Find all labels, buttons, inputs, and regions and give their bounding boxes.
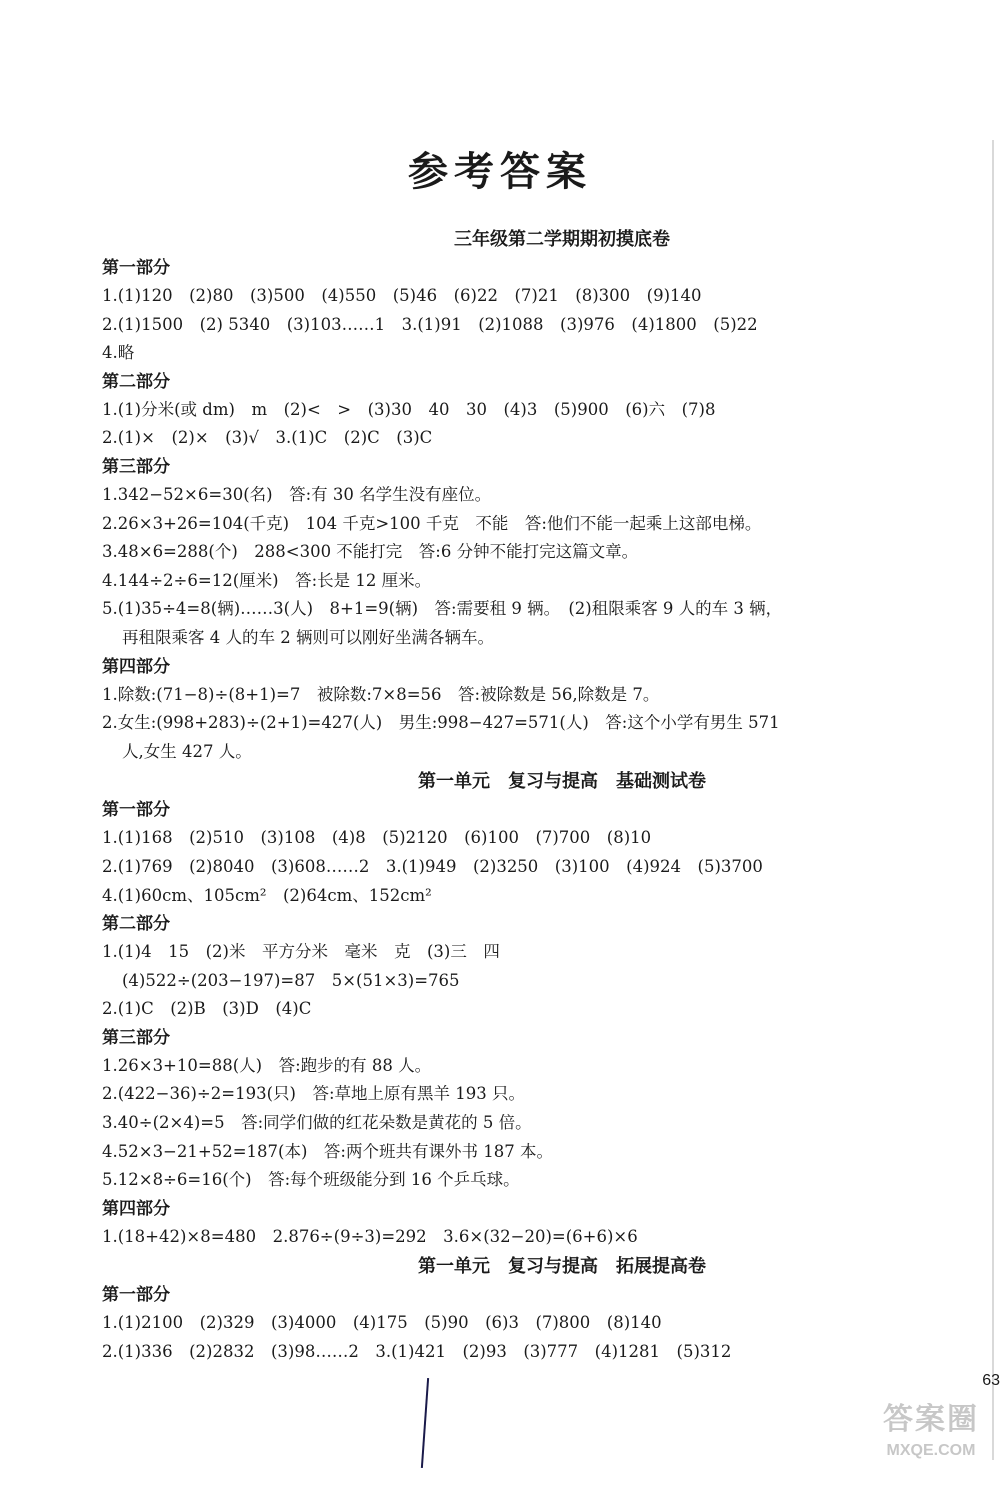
answer-line-continued: 再租限乘客 4 人的车 2 辆则可以刚好坐满各辆车。 [122, 627, 494, 647]
answer-content [102, 226, 982, 1367]
part-heading: 第四部分 [102, 1198, 170, 1219]
section-heading: 第一单元 复习与提高 拓展提高卷 [418, 1256, 706, 1278]
answer-line: 1.(1)168 (2)510 (3)108 (4)8 (5)2120 (6)100 (7)700 (8)10 [102, 828, 652, 848]
answer-line: 2.(1)336 (2)2832 (3)98……2 3.(1)421 (2)93 (3)777 (4)1281 (5)312 [102, 1342, 732, 1362]
answer-line: 2.(1)769 (2)8040 (3)608……2 3.(1)949 (2)3250 (3)100 (4)924 (5)3700 [102, 856, 763, 876]
page-title: 参考答案 [408, 148, 592, 195]
answer-line-continued: 人,女生 427 人。 [122, 741, 252, 761]
part-heading: 第二部分 [102, 371, 170, 392]
answer-line: 4.略 [102, 343, 135, 363]
page-number: 63 [982, 1372, 1000, 1389]
answer-line: 2.女生:(998+283)÷(2+1)=427(人) 男生:998−427=571(人) 答:这个小学有男生 571 [102, 713, 780, 733]
answer-line: 1.(1)120 (2)80 (3)500 (4)550 (5)46 (6)22 (7)21 (8)300 (9)140 [102, 286, 702, 305]
watermark-logo: 答案圈 [883, 1403, 979, 1436]
answer-line: 2.26×3+26=104(千克) 104 千克>100 千克 不能 答:他们不能一起乘上这部电梯。 [102, 513, 762, 533]
answer-line: 2.(422−36)÷2=193(只) 答:草地上原有黑羊 193 只。 [102, 1084, 525, 1104]
answer-line: 1.除数:(71−8)÷(8+1)=7 被除数:7×8=56 答:被除数是 56,除数是 7。 [102, 684, 660, 704]
part-heading: 第三部分 [102, 456, 170, 477]
answer-line: 1.(1)2100 (2)329 (3)4000 (4)175 (5)90 (6)3 (7)800 (8)140 [102, 1313, 662, 1333]
part-heading: 第一部分 [102, 258, 170, 278]
answer-line: 5.12×8÷6=16(个) 答:每个班级能分到 16 个乒乓球。 [102, 1170, 520, 1190]
section-heading: 第一单元 复习与提高 基础测试卷 [418, 771, 706, 793]
answer-section [102, 1253, 982, 1366]
answer-line: 1.(1)4 15 (2)米 平方分米 毫米 克 (3)三 四 [102, 942, 500, 962]
answer-section [102, 226, 982, 766]
watermark [872, 1398, 990, 1488]
answer-line: 2.(1)C (2)B (3)D (4)C [102, 999, 312, 1019]
answer-line: 4.(1)60cm、105cm² (2)64cm、152cm² [102, 885, 432, 905]
part-heading: 第一部分 [102, 800, 170, 821]
answer-line: 1.342−52×6=30(名) 答:有 30 名学生没有座位。 [102, 484, 492, 504]
watermark-url: MXQE.COM [886, 1442, 976, 1459]
answer-line: 1.26×3+10=88(人) 答:跑步的有 88 人。 [102, 1055, 432, 1075]
section-heading: 三年级第二学期期初摸底卷 [454, 229, 670, 250]
answer-line: 2.(1)1500 (2) 5340 (3)103……1 3.(1)91 (2)1088 (3)976 (4)1800 (5)22 [102, 314, 758, 334]
answer-line: 2.(1)× (2)× (3)√ 3.(1)C (2)C (3)C [102, 428, 433, 448]
answer-section [102, 768, 982, 1251]
answer-line: 5.(1)35÷4=8(辆)……3(人) 8+1=9(辆) 答:需要租 9 辆。 (2)租限乘客 9 人的车 3 辆， [102, 599, 783, 619]
answer-line: 1.(1)分米(或 dm) m (2)< > (3)30 40 30 (4)3 (5)900 (6)六 (7)8 [102, 399, 716, 419]
answer-line: 4.144÷2÷6=12(厘米) 答:长是 12 厘米。 [102, 570, 432, 590]
part-heading: 第三部分 [102, 1027, 170, 1048]
answer-line: 4.52×3−21+52=187(本) 答:两个班共有课外书 187 本。 [102, 1141, 553, 1161]
pen-mark [421, 1378, 429, 1468]
answer-line-continued: (4)522÷(203−197)=87 5×(51×3)=765 [122, 970, 460, 990]
answer-line: 3.40÷(2×4)=5 答:同学们做的红花朵数是黄花的 5 倍。 [102, 1113, 532, 1133]
part-heading: 第四部分 [102, 656, 170, 677]
part-heading: 第二部分 [102, 914, 170, 935]
answer-line: 1.(18+42)×8=480 2.876÷(9÷3)=292 3.6×(32−20)=(6+6)×6 [102, 1226, 638, 1246]
part-heading: 第一部分 [102, 1285, 170, 1306]
answer-line: 3.48×6=288(个) 288<300 不能打完 答:6 分钟不能打完这篇文章。 [102, 542, 639, 562]
page-edge-line [992, 140, 994, 1460]
